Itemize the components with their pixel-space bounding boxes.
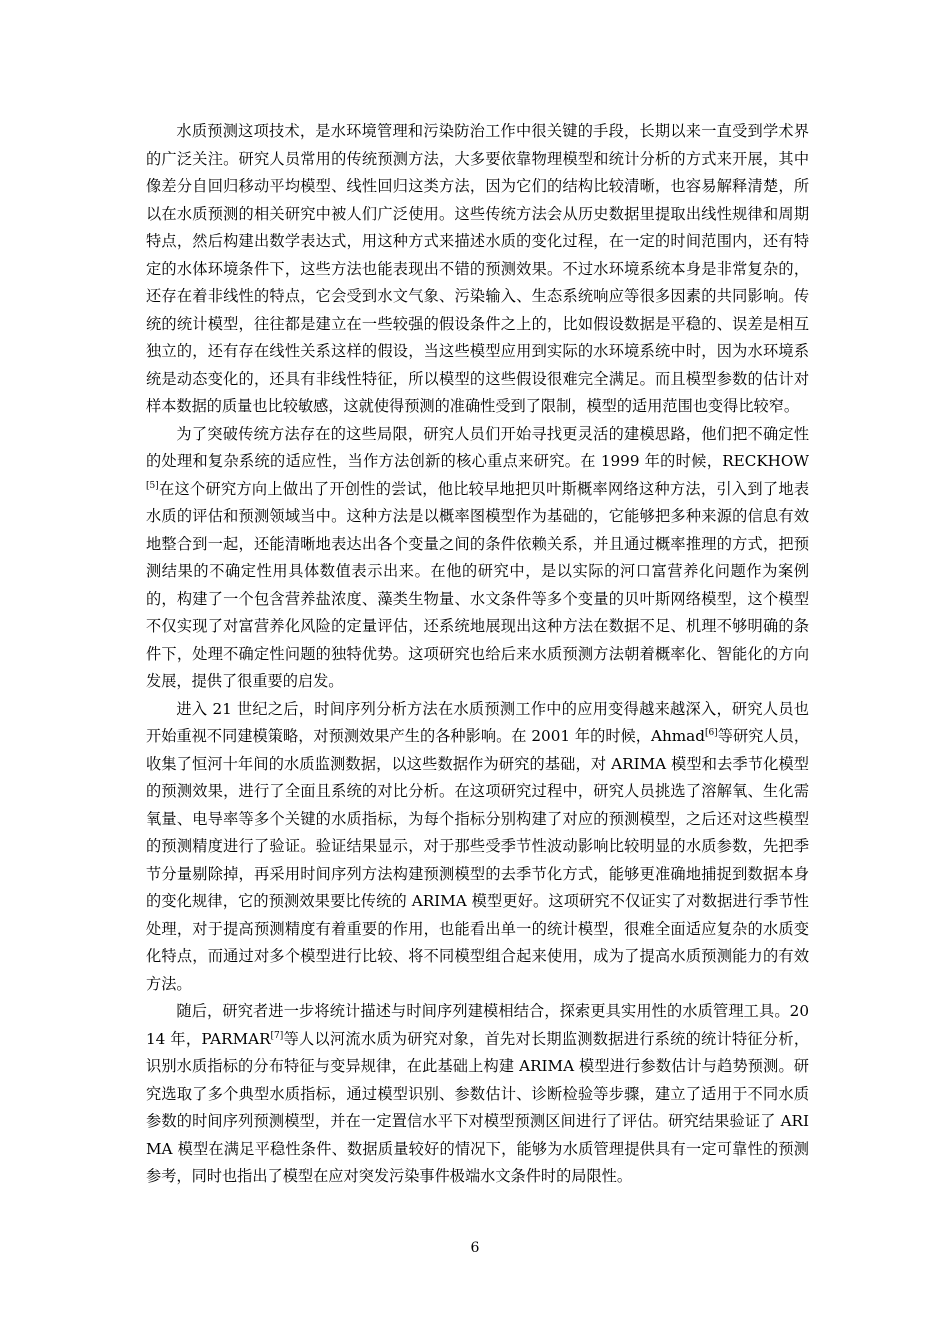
- paragraph-text: 进入 21 世纪之后，时间序列分析方法在水质预测工作中的应用变得越来越深入，研究人员也开始重视不同建模策略，对预测效果产生的各种影响。在 2001 年的时候，Ahmad: [146, 699, 809, 745]
- paragraph-traditional-methods: [146, 118, 809, 421]
- paragraph-text: 水质预测这项技术，是水环境管理和污染防治工作中很关键的手段，长期以来一直受到学术界的广泛关注。研究人员常用的传统预测方法，大多要依靠物理模型和统计分析的方式来开展，其中像差分自回归移动平均模型、线性回归这类方法，因为它们的结构比较清晰，也容易解释清楚，所以在水质预测的相关研究中被人们广泛使用。这些传统方法会从历史数据里提取出线性规律和周期特点，然后构建出数学表达式，用这种方式来描述水质的变化过程，在一定的时间范围内，还有特定的水体环境条件下，这些方法也能表现出不错的预测效果。不过水环境系统本身是非常复杂的，还存在着非线性的特点，它会受到水文气象、污染输入、生态系统响应等很多因素的共同影响。传统的统计模型，往往都是建立在一些较强的假设条件之上的，比如假设数据是平稳的、误差是相互独立的，还有存在线性关系这样的假设，当这些模型应用到实际的水环境系统中时，因为水环境系统是动态变化的，还具有非线性特征，所以模型的这些假设很难完全满足。而且模型参数的估计对样本数据的质量也比较敏感，这就使得预测的准确性受到了限制，模型的适用范围也变得比较窄。: [146, 122, 809, 415]
- citation-reference: [7]: [270, 1030, 284, 1041]
- paragraph-text: 等研究人员，收集了恒河十年间的水质监测数据，以这些数据作为研究的基础，对 ARIMA 模型和去季节化模型的预测效果，进行了全面且系统的对比分析。在这项研究过程中，研究人员挑选了溶解氧、生化需氧量、电导率等多个关键的水质指标，为每个指标分别构建了对应的预测模型，之后还对这些模型的预测精度进行了验证。验证结果显示，对于那些受季节性波动影响比较明显的水质参数，先把季节分量剔除掉，再采用时间序列方法构建预测模型的去季节化方式，能够更准确地捕捉到数据本身的变化规律，它的预测效果要比传统的 ARIMA 模型更好。这项研究不仅证实了对数据进行季节性处理，对于提高预测精度有着重要的作用，也能看出单一的统计模型，很难全面适应复杂的水质变化特点，而通过对多个模型进行比较、将不同模型组合起来使用，成为了提高水质预测能力的有效方法。: [146, 727, 810, 993]
- paragraph-text: 等人以河流水质为研究对象，首先对长期监测数据进行系统的统计特征分析，识别水质指标的分布特征与变异规律，在此基础上构建 ARIMA 模型进行参数估计与趋势预测。研究选取了多个典型水质指标，通过模型识别、参数估计、诊断检验等步骤，建立了适用于不同水质参数的时间序列预测模型，并在一定置信水平下对模型预测区间进行了评估。研究结果验证了 ARIMA 模型在满足平稳性条件、数据质量较好的情况下，能够为水质管理提供具有一定可靠性的预测参考，同时也指出了模型在应对突发污染事件极端水文条件时的局限性。: [146, 1029, 810, 1185]
- paragraph-time-series: [146, 696, 809, 999]
- citation-reference: [6]: [704, 728, 718, 738]
- paragraph-text: 随后，研究者进一步将统计描述与时间序列建模相结合，探索更具实用性的水质管理工具。2014 年，PARMAR: [146, 1002, 809, 1048]
- paragraph-text: 为了突破传统方法存在的这些局限，研究人员们开始寻找更灵活的建模思路，他们把不确定性的处理和复杂系统的适应性，当作方法创新的核心重点来研究。在 1999 年的时候，RECKHOW: [146, 424, 809, 470]
- paragraph-bayesian-network: [146, 421, 809, 696]
- page-number: 6: [470, 1240, 480, 1256]
- paragraph-arima-tools: [146, 998, 809, 1191]
- body-text: [146, 118, 809, 1191]
- paragraph-text: 在这个研究方向上做出了开创性的尝试，他比较早地把贝叶斯概率网络这种方法，引入到了地表水质的评估和预测领域当中。这种方法是以概率图模型作为基础的，它能够把多种来源的信息有效地整合到一起，还能清晰地表达出各个变量之间的条件依赖关系，并且通过概率推理的方式，把预测结果的不确定性用具体数值表示出来。在他的研究中，是以实际的河口富营养化问题作为案例的，构建了一个包含营养盐浓度、藻类生物量、水文条件等多个变量的贝叶斯网络模型，这个模型不仅实现了对富营养化风险的定量评估，还系统地展现出这种方法在数据不足、机理不够明确的条件下，处理不确定性问题的独特优势。这项研究也给后来水质预测方法朝着概率化、智能化的方向发展，提供了很重要的启发。: [146, 479, 809, 690]
- citation-reference: [5]: [146, 480, 159, 491]
